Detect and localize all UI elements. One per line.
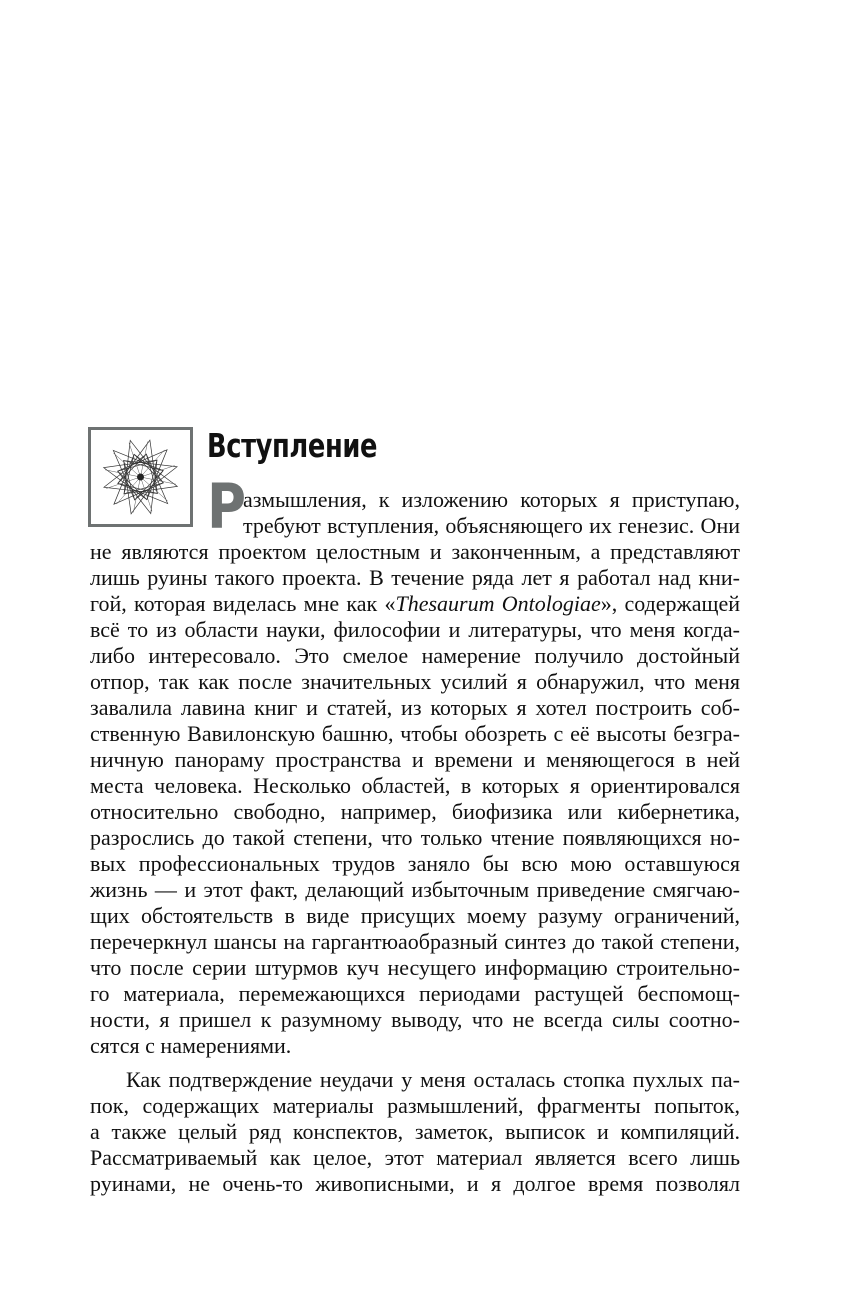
drop-cap: Р bbox=[207, 470, 247, 543]
text-line: азмышления, к изложению которых я приступаю, bbox=[243, 487, 740, 512]
text-line: лишь руины такого проекта. В течение ряда лет я работал над кни- bbox=[90, 565, 740, 590]
text-line: сятся с намерениями. bbox=[90, 1033, 292, 1058]
text-line: го материала, перемежающихся периодами растущей беспомощ- bbox=[90, 981, 740, 1006]
text-line: требуют вступления, объясняющего их генезис. Они bbox=[243, 513, 740, 538]
text-line: щих обстоятельств в виде присущих моему разуму ограничений, bbox=[90, 903, 740, 928]
text-line: ничную панораму пространства и времени и меняющегося в ней bbox=[90, 747, 740, 772]
text-line: либо интересовало. Это смелое намерение получило достойный bbox=[90, 643, 740, 668]
text-line: всё то из области науки, философии и литературы, что меня когда- bbox=[90, 617, 740, 642]
star-polygon-icon bbox=[95, 434, 186, 520]
text-line: отпор, так как после значительных усилий я обнаружил, что меня bbox=[90, 669, 740, 694]
text-line: а также целый ряд конспектов, заметок, выписок и компиляций. bbox=[90, 1119, 740, 1144]
text-line: Рассматриваемый как целое, этот материал является всего лишь bbox=[90, 1145, 740, 1170]
ornament-center bbox=[137, 474, 144, 481]
text-line: руинами, не очень-то живописными, и я долгое время позволял bbox=[90, 1171, 740, 1196]
book-title: Thesaurum Ontologiae bbox=[395, 591, 601, 616]
text-line: перечеркнул шансы на гаргантюаобразный синтез до такой степени, bbox=[90, 929, 740, 954]
text-line: ственную Вавилонскую башню, чтобы обозреть с её высоты безгра- bbox=[90, 721, 740, 746]
text-line: жизнь — и этот факт, делающий избыточным приведение смягчаю- bbox=[90, 877, 740, 902]
text-line: места человека. Несколько областей, в которых я ориентировался bbox=[90, 773, 740, 798]
text-line: пок, содержащих материалы размышлений, фрагменты попыток, bbox=[90, 1093, 740, 1118]
text-line: разрослись до такой степени, что только чтение появляющихся но- bbox=[90, 825, 740, 850]
text-line: гой, которая виделась мне как «Thesaurum Ontologiae», содержащей bbox=[90, 591, 741, 616]
text-line: относительно свободно, например, биофизика или кибернетика, bbox=[90, 799, 740, 824]
text-line: что после серии штурмов куч несущего информацию строительно- bbox=[90, 955, 740, 980]
text-line: ности, я пришел к разумному выводу, что не всегда силы соотно- bbox=[90, 1007, 740, 1032]
text-line: завалила лавина книг и статей, из которых я хотел построить соб- bbox=[90, 695, 740, 720]
chapter-ornament bbox=[88, 427, 193, 527]
chapter-heading: Вступление bbox=[207, 426, 378, 465]
text-line: Как подтверждение неудачи у меня осталась стопка пухлых па- bbox=[126, 1067, 740, 1092]
text-line: вых профессиональных трудов заняло бы всю мою оставшуюся bbox=[90, 851, 740, 876]
text-line: не являются проектом целостным и законченным, а представляют bbox=[90, 539, 740, 564]
